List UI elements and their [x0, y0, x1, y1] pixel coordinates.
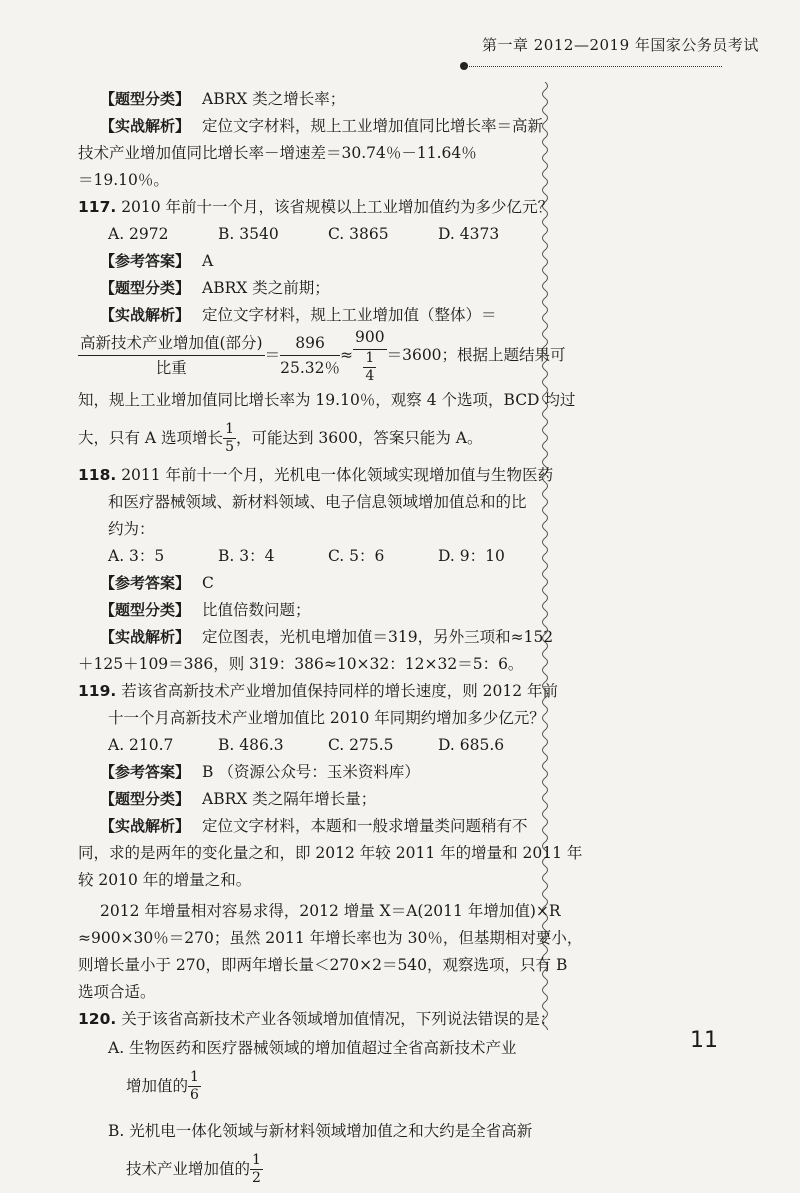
q119-stem: 119. 若该省高新技术产业增加值保持同样的增长速度，则 2012 年前	[78, 682, 558, 700]
q117-option-d: D. 4373	[438, 225, 500, 243]
q120-stem: 120. 关于该省高新技术产业各领域增加值情况，下列说法错误的是：	[78, 1010, 556, 1028]
fraction-900: $\frac{900}{\frac{1}{4}}$	[353, 325, 387, 385]
q119-analysis: 【实战解析】 定位文字材料，本题和一般求增量类问题稍有不	[100, 817, 528, 835]
chapter-title: 第一章 2012—2019 年国家公务员考试	[482, 36, 759, 54]
running-header	[460, 18, 759, 72]
q120-option-a-line2: 增加值的 $\frac{1}{6}$	[126, 1068, 199, 1103]
q119-analysis-line3: 较 2010 年的增量之和。	[78, 871, 252, 889]
q118-option-c: C. 5：6	[328, 547, 385, 565]
q116-analysis-line3: ＝19.10％。	[78, 171, 169, 189]
page-body	[78, 86, 583, 1193]
q117-option-b: B. 3540	[218, 225, 279, 243]
q117-formula: 高新技术产业增加值(部分) 比重 ＝ $\frac{896}{25.32\%}$ ≈ $\frac{900}{\frac{1}{4}}$ ＝3600；根据上题结果可	[78, 329, 548, 381]
q119-option-c: C. 275.5	[328, 736, 394, 754]
q116-analysis: 【实战解析】 定位文字材料，规上工业增加值同比增长率＝高新	[100, 117, 544, 135]
q117-analysis: 【实战解析】 定位文字材料，规上工业增加值（整体）＝	[100, 306, 497, 324]
q118-options	[78, 543, 548, 570]
q119-answer: 【参考答案】 B （资源公众号：玉米资料库）	[100, 763, 420, 781]
q117-type: 【题型分类】 ABRX 类之前期；	[100, 279, 330, 297]
q119-stem-line2: 十一个月高新技术产业增加值比 2010 年同期约增加多少亿元？	[108, 709, 545, 727]
q119-answer-note: （资源公众号：玉米资料库）	[218, 763, 420, 781]
q117-analysis-line3: 知，规上工业增加值同比增长率为 19.10％，观察 4 个选项，BCD 均过	[78, 391, 576, 409]
q118-stem-line2: 和医疗器械领域、新材料领域、电子信息领域增加值总和的比	[108, 493, 527, 511]
header-dotted-rule	[464, 66, 722, 67]
q119-para2-line3: 则增长量小于 270，即两年增长量＜270×2＝540，观察选项，只有 B	[78, 956, 568, 974]
q119-para2-line4: 选项合适。	[78, 983, 156, 1001]
fraction-one-half: $\frac{1}{2}$	[252, 1151, 261, 1186]
q119-type: 【题型分类】 ABRX 类之隔年增长量；	[100, 790, 377, 808]
q118-option-a: A. 3：5	[108, 547, 165, 565]
q116-type: 【题型分类】 ABRX 类之增长率；	[100, 90, 346, 108]
page-number: 11	[690, 1028, 718, 1053]
q118-answer: 【参考答案】 C	[100, 574, 214, 592]
q119-para2-line1: 2012 年增量相对容易求得，2012 增量 X＝A(2011 年增加值)×R	[100, 902, 561, 920]
fraction-part-over-share: 高新技术产业增加值(部分) 比重	[78, 331, 265, 380]
q117-option-a: A. 2972	[108, 225, 169, 243]
q119-option-a: A. 210.7	[108, 736, 174, 754]
fraction-one-sixth: $\frac{1}{6}$	[190, 1068, 199, 1103]
q117-option-c: C. 3865	[328, 225, 389, 243]
q119-options	[78, 732, 548, 759]
q119-option-b: B. 486.3	[218, 736, 284, 754]
fraction-896: $\frac{896}{25.32\%}$	[280, 331, 340, 380]
q119-option-d: D. 685.6	[438, 736, 505, 754]
q120-option-b-line2: 技术产业增加值的 $\frac{1}{2}$	[126, 1151, 261, 1186]
q120-option-a: A. 生物医药和医疗器械领域的增加值超过全省高新技术产业	[108, 1039, 517, 1057]
fraction-one-fifth: $\frac{1}{5}$	[225, 420, 234, 455]
q118-analysis-line2: ＋125＋109＝386，则 319：386≈10×32：12×32＝5：6。	[78, 655, 524, 673]
q119-analysis-line2: 同，求的是两年的变化量之和，即 2012 年较 2011 年的增量和 2011 年	[78, 844, 583, 862]
q116-analysis-line2: 技术产业增加值同比增长率－增速差＝30.74％－11.64％	[78, 144, 477, 162]
q117-answer: 【参考答案】 A	[100, 252, 214, 270]
q120-option-b: B. 光机电一体化领域与新材料领域增加值之和大约是全省高新	[108, 1122, 533, 1140]
q118-stem: 118. 2011 年前十一个月，光机电一体化领域实现增加值与生物医药	[78, 466, 554, 484]
q119-para2-line2: ≈900×30％＝270；虽然 2011 年增长率也为 30％，但基期相对要小，	[78, 929, 583, 947]
q118-analysis: 【实战解析】 定位图表，光机电增加值＝319，另外三项和≈152	[100, 628, 554, 646]
q117-stem: 117. 2010 年前十一个月，该省规模以上工业增加值约为多少亿元？	[78, 198, 554, 216]
q117-options	[78, 221, 548, 248]
q117-analysis-line4: 大，只有 A 选项增长 $\frac{1}{5}$ ，可能达到 3600，答案只能为 A。	[78, 420, 483, 455]
q118-option-d: D. 9：10	[438, 547, 505, 565]
q118-stem-line3: 约为：	[108, 520, 155, 538]
q118-option-b: B. 3：4	[218, 547, 275, 565]
q118-type: 【题型分类】 比值倍数问题；	[100, 601, 311, 619]
